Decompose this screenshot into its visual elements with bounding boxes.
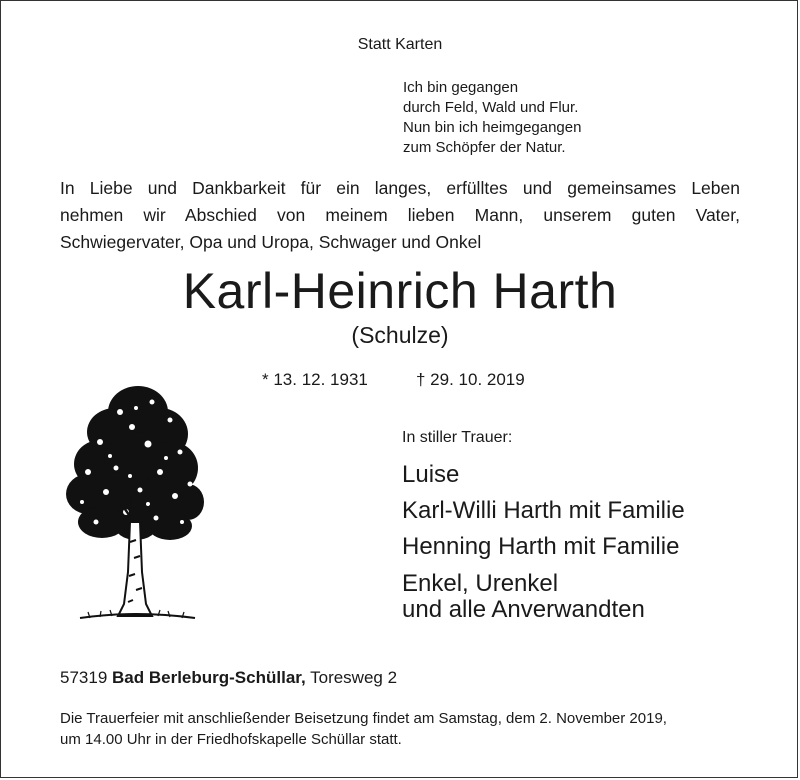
deceased-alias: (Schulze) — [351, 322, 449, 348]
address-postcode: 57319 — [60, 668, 108, 687]
header-text: Statt Karten — [357, 36, 443, 53]
mourner-name: Karl-Willi Harth mit Familie — [402, 497, 685, 524]
notice-line: um 14.00 Uhr in der Friedhofskapelle Schüllar statt. — [60, 731, 402, 748]
address-line — [60, 668, 397, 688]
poem-line: Ich bin gegangen — [403, 79, 519, 96]
mourner-name: Enkel, Urenkel — [402, 570, 559, 597]
mourner-name: Luise — [402, 461, 460, 488]
intro-line: nehmen wir Abschied von meinem lieben Mann, unserem guten Vater, — [60, 205, 740, 225]
address-town: Bad Berleburg-Schüllar, — [112, 668, 306, 687]
address-street: Toresweg 2 — [310, 668, 398, 687]
mourner-name: und alle Anverwandten — [402, 596, 645, 623]
intro-line: In Liebe und Dankbarkeit für ein langes, erfülltes und gemeinsames Leben — [60, 178, 740, 198]
poem-line: Nun bin ich heimgegangen — [403, 119, 582, 136]
intro-paragraph — [60, 175, 740, 256]
poem-line: durch Feld, Wald und Flur. — [403, 99, 579, 116]
deceased-name: Karl-Heinrich Harth — [182, 263, 618, 319]
deciduous-tree-icon — [60, 372, 210, 632]
poem — [403, 78, 581, 158]
mourners-list — [402, 457, 685, 623]
funeral-notice — [60, 708, 667, 750]
death-date: † 29. 10. 2019 — [416, 370, 525, 389]
poem-line: zum Schöpfer der Natur. — [403, 139, 566, 156]
mourner-name: Henning Harth mit Familie — [402, 533, 680, 560]
intro-line: Schwiegervater, Opa und Uropa, Schwager und Onkel — [60, 232, 482, 252]
birth-date: * 13. 12. 1931 — [262, 370, 368, 389]
mourners-label: In stiller Trauer: — [402, 429, 513, 446]
notice-line: Die Trauerfeier mit anschließender Beisetzung findet am Samstag, dem 2. November 2019, — [60, 710, 667, 727]
